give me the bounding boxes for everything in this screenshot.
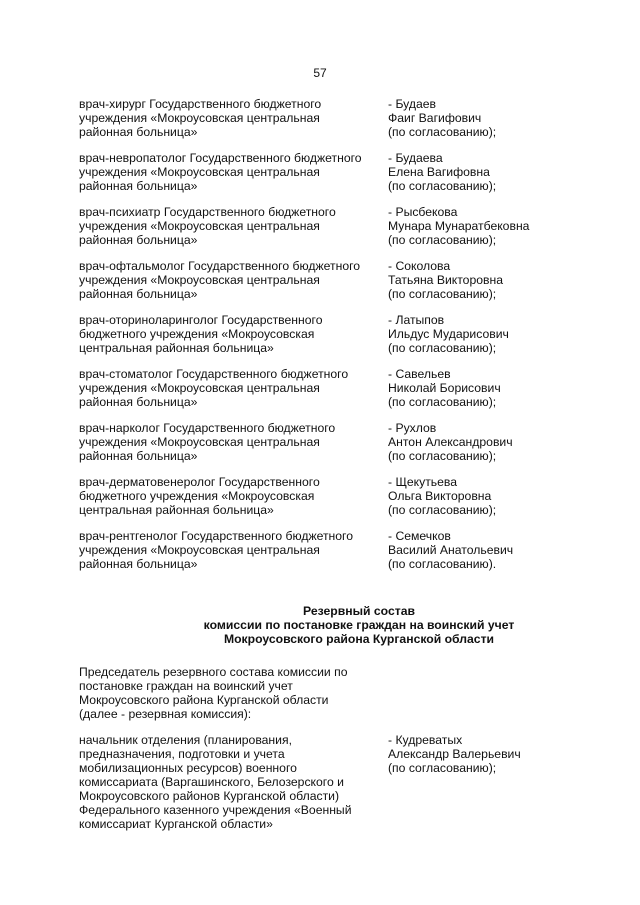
member-entry: [79, 529, 559, 571]
member-name: - Соколова Татьяна Викторовна (по согласованию);: [388, 259, 504, 301]
member-position: врач-невропатолог Государственного бюджетного учреждения «Мокроусовская центральная районная больница»: [79, 151, 362, 193]
member-name: - Семечков Василий Анатольевич (по согласованию).: [388, 529, 514, 571]
reserve-chair-paragraph: Председатель резервного состава комиссии по постановке граждан на воинский учет Мокроусовского района Курганской области (далее - резервная комиссия):: [79, 665, 348, 721]
member-name: - Будаев Фаиг Вагифович (по согласованию);: [388, 97, 497, 139]
member-name: - Латыпов Ильдус Мударисович (по согласованию);: [388, 313, 509, 355]
reserve-member-entry: [79, 733, 521, 831]
page-number: 57: [313, 66, 327, 80]
member-name: - Будаева Елена Вагифовна (по согласованию);: [388, 151, 497, 193]
member-name: - Рухлов Антон Александрович (по согласованию);: [388, 421, 513, 463]
member-position: врач-психиатр Государственного бюджетного учреждения «Мокроусовская центральная районная больница»: [79, 205, 336, 247]
member-entry: [79, 313, 559, 355]
member-name: - Щекутьева Ольга Викторовна (по согласованию);: [388, 475, 497, 517]
commission-members-list: [79, 97, 559, 583]
reserve-member-position: начальник отделения (планирования, предназначения, подготовки и учета мобилизационных ресурсов) военного комиссариата (Варгашинского, Белозерского и Мокроусовского районов Курганской области) Федерального казенного учреждения «Военный комиссариат Курганской области»: [79, 733, 352, 831]
member-position: врач-оториноларинголог Государственного бюджетного учреждения «Мокроусовская центральная районная больница»: [79, 313, 323, 355]
member-position: врач-хирург Государственного бюджетного учреждения «Мокроусовская центральная районная больница»: [79, 97, 322, 139]
member-position: врач-рентгенолог Государственного бюджетного учреждения «Мокроусовская центральная районная больница»: [79, 529, 354, 571]
reserve-section-heading: Резервный состав комиссии по постановке граждан на воинский учет Мокроусовского района Курганской области: [203, 604, 515, 646]
member-position: врач-нарколог Государственного бюджетного учреждения «Мокроусовская центральная районная больница»: [79, 421, 336, 463]
reserve-member-name: - Кудреватых Александр Валерьевич (по согласованию);: [388, 733, 521, 775]
member-position: врач-офтальмолог Государственного бюджетного учреждения «Мокроусовская центральная районная больница»: [79, 259, 361, 301]
member-entry: [79, 367, 559, 409]
member-name: - Савельев Николай Борисович (по согласованию);: [388, 367, 501, 409]
member-entry: [79, 475, 559, 517]
member-entry: [79, 151, 559, 193]
member-entry: [79, 205, 559, 247]
member-entry: [79, 97, 559, 139]
member-entry: [79, 421, 559, 463]
member-name: - Рысбекова Мунара Мунаратбековна (по согласованию);: [388, 205, 530, 247]
member-position: врач-стоматолог Государственного бюджетного учреждения «Мокроусовская центральная районная больница»: [79, 367, 349, 409]
member-entry: [79, 259, 559, 301]
member-position: врач-дерматовенеролог Государственного бюджетного учреждения «Мокроусовская центральная районная больница»: [79, 475, 320, 517]
